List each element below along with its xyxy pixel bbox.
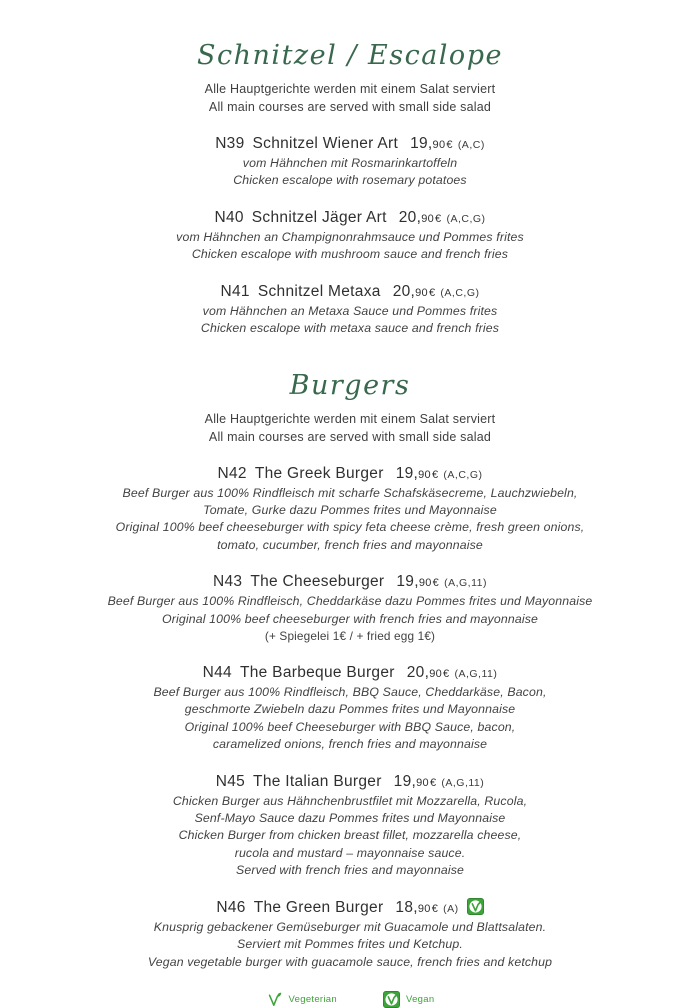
item-desc-de: Beef Burger aus 100% Rindfleisch mit scharfe Schafskäsecreme, Lauchzwiebeln, (122, 485, 578, 500)
item-name: The Cheeseburger (250, 573, 385, 591)
item-allergens: (A) (443, 902, 459, 915)
item-code: N44 (202, 663, 232, 681)
item-heading (0, 134, 700, 155)
legend-vegetarian-label: Vegeterian (288, 994, 337, 1006)
item-desc-de: Serviert mit Pommes frites und Ketchup. (237, 937, 463, 952)
item-desc-de: Chicken Burger aus Hähnchenbrustfilet mit Mozzarella, Rucola, (172, 793, 528, 808)
item-desc-de: vom Hähnchen an Metaxa Sauce und Pommes frites (202, 303, 498, 318)
item-heading (0, 464, 700, 485)
section-title: Schnitzel / Escalope (197, 40, 503, 71)
item-name: Schnitzel Wiener Art (252, 135, 399, 153)
item-heading (0, 772, 700, 793)
item-desc-en: rucola and mustard – mayonnaise sauce. (234, 845, 466, 860)
item-name: The Italian Burger (253, 772, 382, 790)
item-allergens: (A,C,G) (446, 212, 486, 225)
menu-item-n41 (0, 282, 700, 338)
item-price: 19,90€ (396, 573, 440, 591)
item-desc-de: Senf-Mayo Sauce dazu Pommes frites und Mayonnaise (194, 811, 506, 825)
item-heading (0, 572, 700, 593)
section-subtitle (0, 80, 700, 116)
section-subtitle (0, 410, 700, 446)
section-schnitzel (0, 40, 700, 338)
item-code: N43 (212, 573, 243, 591)
item-price: 19,90€ (410, 135, 453, 153)
item-desc-en: Chicken escalope with metaxa sauce and french fries (200, 321, 500, 336)
item-allergens: (A,C,G) (443, 468, 483, 481)
item-heading (0, 898, 700, 919)
vegan-icon (467, 898, 484, 915)
item-price: 20,90€ (392, 282, 436, 300)
item-name: Schnitzel Metaxa (257, 282, 381, 300)
section-title: Burgers (289, 369, 411, 401)
item-desc-de: Beef Burger aus 100% Rindfleisch, Cheddarkäse dazu Pommes frites und Mayonnaise (107, 594, 593, 609)
item-code: N39 (215, 135, 245, 153)
item-desc-en: Served with french fries and mayonnaise (236, 863, 464, 878)
item-desc-en: Chicken escalope with rosemary potatoes (233, 173, 467, 188)
subtitle-english: All main courses are served with small side salad (208, 429, 492, 444)
item-price: 18,90€ (395, 898, 439, 916)
subtitle-english: All main courses are served with small side salad (208, 100, 492, 115)
item-heading (0, 663, 700, 684)
menu-item-n45 (0, 772, 700, 880)
menu-item-n39 (0, 134, 700, 190)
item-allergens: (A,G,11) (454, 667, 498, 680)
menu-item-n46 (0, 898, 700, 971)
item-name: The Barbeque Burger (239, 663, 395, 681)
item-desc-en: caramelized onions, french fries and mayonnaise (212, 737, 488, 752)
item-name: Schnitzel Jäger Art (251, 208, 387, 226)
menu-item-n42 (0, 464, 700, 555)
menu-item-n43 (0, 572, 700, 645)
item-price: 20,90€ (398, 208, 442, 226)
item-code: N46 (216, 898, 246, 916)
item-price: 20,90€ (406, 663, 450, 681)
item-heading (0, 282, 700, 303)
section-burgers (0, 370, 700, 972)
item-code: N41 (220, 282, 250, 300)
item-code: N45 (215, 772, 246, 790)
item-code: N40 (214, 208, 244, 226)
item-name: The Greek Burger (254, 464, 384, 482)
legend-vegan-label: Vegan (405, 994, 435, 1006)
menu-item-n44 (0, 663, 700, 754)
item-allergens: (A,G,11) (444, 577, 487, 590)
item-desc-en: Original 100% beef Cheeseburger with BBQ Sauce, bacon, (184, 719, 516, 734)
item-desc-de: Tomate, Gurke dazu Pommes frites und Mayonnaise (203, 502, 497, 517)
item-allergens: (A,G,11) (441, 776, 485, 789)
item-price: 19,90€ (393, 772, 437, 790)
item-desc-en: tomato, cucumber, french fries and mayonnaise (217, 537, 483, 552)
item-heading (0, 208, 700, 229)
item-allergens: (A,C) (457, 139, 485, 152)
subtitle-german: Alle Hauptgerichte werden mit einem Salat serviert (204, 411, 496, 426)
menu-item-n40 (0, 208, 700, 264)
item-desc-en: Original 100% beef cheeseburger with spicy feta cheese crème, fresh green onions, (115, 520, 585, 535)
item-desc-de: geschmorte Zwiebeln dazu Pommes frites und Mayonnaise (184, 702, 516, 717)
item-desc-de: vom Hähnchen an Champignonrahmsauce und Pommes frites (176, 229, 524, 244)
item-desc-de: Beef Burger aus 100% Rindfleisch, BBQ Sauce, Cheddarkäse, Bacon, (153, 684, 547, 699)
item-price: 19,90€ (395, 464, 439, 482)
item-desc-note: (+ Spiegelei 1€ / + fried egg 1€) (264, 629, 436, 644)
item-desc-en: Vegan vegetable burger with guacamole sauce, french fries and ketchup (147, 954, 553, 969)
item-desc-de: Knusprig gebackener Gemüseburger mit Guacamole und Blattsalaten. (153, 919, 547, 934)
item-desc-de: vom Hähnchen mit Rosmarinkartoffeln (242, 155, 458, 170)
subtitle-german: Alle Hauptgerichte werden mit einem Salat serviert (204, 82, 496, 97)
item-code: N42 (217, 464, 247, 482)
item-desc-en: Chicken escalope with mushroom sauce and french fries (191, 247, 509, 262)
item-desc-en: Chicken Burger from chicken breast fillet, mozzarella cheese, (178, 828, 522, 843)
item-desc-en: Original 100% beef cheeseburger with french fries and mayonnaise (162, 611, 538, 626)
item-allergens: (A,C,G) (440, 286, 480, 299)
item-name: The Green Burger (253, 898, 384, 916)
